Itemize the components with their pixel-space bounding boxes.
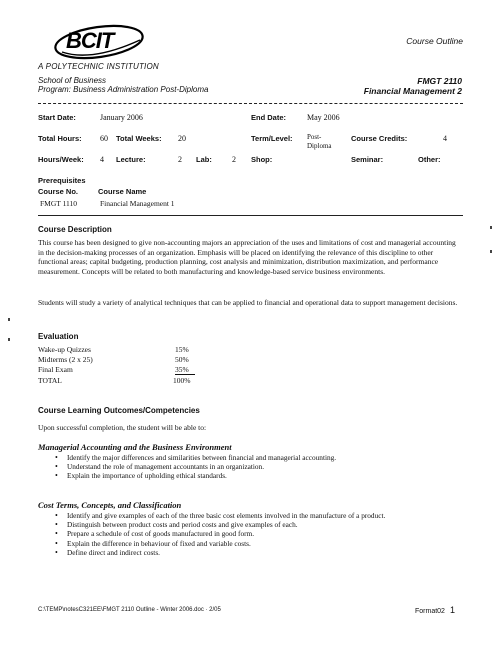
term-level-value xyxy=(307,133,332,151)
total-hours-value: 60 xyxy=(100,134,108,143)
list-item: • Distinguish between product costs and period costs and give examples of each. xyxy=(55,520,445,529)
description-paragraph-2: Students will study a variety of analytical techniques that can be applied to financial and operational data to support management decisions. xyxy=(38,298,458,307)
program-name: Program: Business Administration Post-Diploma xyxy=(38,85,209,94)
eval-item-quizzes: Wake-up Quizzes xyxy=(38,345,91,354)
list-item: • Prepare a schedule of cost of goods manufactured in good form. xyxy=(55,529,445,538)
scan-mark xyxy=(490,250,492,253)
eval-pct-total: 100% xyxy=(173,376,191,385)
course-code: FMGT 2110 xyxy=(417,76,462,86)
credits-value: 4 xyxy=(443,134,447,143)
evaluation-title: Evaluation xyxy=(38,332,79,341)
eval-item-midterms: Midterms (2 x 25) xyxy=(38,355,93,364)
school-name: School of Business xyxy=(38,76,107,85)
tagline: A POLYTECHNIC INSTITUTION xyxy=(38,62,159,71)
prereq-course-no: FMGT 1110 xyxy=(40,199,78,208)
prereq-col-name: Course Name xyxy=(98,187,147,196)
lab-label: Lab: xyxy=(196,155,212,164)
hours-week-label: Hours/Week: xyxy=(38,155,84,164)
scan-mark xyxy=(490,226,492,229)
total-weeks-value: 20 xyxy=(178,134,186,143)
term-line-2: Diploma xyxy=(307,142,332,150)
course-title: Financial Management 2 xyxy=(363,86,462,96)
seminar-label: Seminar: xyxy=(351,155,384,164)
credits-label: Course Credits: xyxy=(351,134,408,143)
school-program xyxy=(38,76,208,94)
doc-type: Course Outline xyxy=(406,36,463,46)
end-date-value: May 2006 xyxy=(307,113,340,122)
course-identity xyxy=(364,76,462,96)
list-item: • Define direct and indirect costs. xyxy=(55,548,445,557)
term-level-label: Term/Level: xyxy=(251,134,293,143)
footer-form-code: Format02 xyxy=(415,608,445,615)
eval-pct-midterms: 50% xyxy=(175,355,189,364)
outcome-group-1-heading: Managerial Accounting and the Business Environment xyxy=(38,442,232,452)
start-date-label: Start Date: xyxy=(38,113,76,122)
hours-week-value: 4 xyxy=(100,155,104,164)
list-item: • Understand the role of management accountants in an organization. xyxy=(55,462,455,471)
list-item: • Explain the importance of upholding ethical standards. xyxy=(55,471,455,480)
total-weeks-label: Total Weeks: xyxy=(116,134,162,143)
outcomes-title: Course Learning Outcomes/Competencies xyxy=(38,406,200,415)
header-divider xyxy=(38,103,463,104)
prereq-title: Prerequisites xyxy=(38,176,86,185)
lab-value: 2 xyxy=(232,155,236,164)
list-item: • Identify and give examples of each of the three basic cost elements involved in the manufacture of a product. xyxy=(55,511,445,520)
lecture-label: Lecture: xyxy=(116,155,146,164)
footer-page-info xyxy=(415,605,455,615)
outcome-group-2-list xyxy=(55,511,445,557)
other-label: Other: xyxy=(418,155,441,164)
term-line-1: Post- xyxy=(307,133,322,141)
outcomes-intro: Upon successful completion, the student will be able to: xyxy=(38,423,207,432)
end-date-label: End Date: xyxy=(251,113,287,122)
list-item: • Explain the difference in behaviour of fixed and variable costs. xyxy=(55,539,445,548)
shop-label: Shop: xyxy=(251,155,273,164)
eval-item-total: TOTAL xyxy=(38,376,62,385)
start-date-value: January 2006 xyxy=(100,113,143,122)
description-title: Course Description xyxy=(38,225,112,234)
eval-pct-quizzes: 15% xyxy=(175,345,189,354)
scan-mark xyxy=(8,318,10,321)
scan-mark xyxy=(8,338,10,341)
list-item: • Identify the major differences and similarities between financial and managerial accounting. xyxy=(55,453,455,462)
prereq-divider xyxy=(38,215,463,216)
footer-file-path: C:\TEMP\notesC321EE\FMGT 2110 Outline - Winter 2006.doc · 2/05 xyxy=(38,607,221,613)
outcome-group-2-heading: Cost Terms, Concepts, and Classification xyxy=(38,500,182,510)
prereq-course-name: Financial Management 1 xyxy=(100,199,175,208)
eval-item-final: Final Exam xyxy=(38,365,73,374)
page-number: 1 xyxy=(449,605,455,615)
description-paragraph-1: This course has been designed to give non-accounting majors an appreciation of the uses and limitations of cost and managerial accounting in the decision-making processes of an organization. Emphasis will be placed on identifying the relevance of this discipline to other functional areas; capital budgeting, production planning, cost analysis and minimization, distribution maximization, and performance measurement. Concepts will be related to both manufacturing and knowledge-based service business environments. xyxy=(38,238,456,276)
logo-text: BCIT xyxy=(66,28,114,53)
total-hours-label: Total Hours: xyxy=(38,134,82,143)
lecture-value: 2 xyxy=(178,155,182,164)
outcome-group-1-list xyxy=(55,453,455,481)
prereq-col-no: Course No. xyxy=(38,187,79,196)
eval-pct-final: 35% xyxy=(175,365,195,375)
